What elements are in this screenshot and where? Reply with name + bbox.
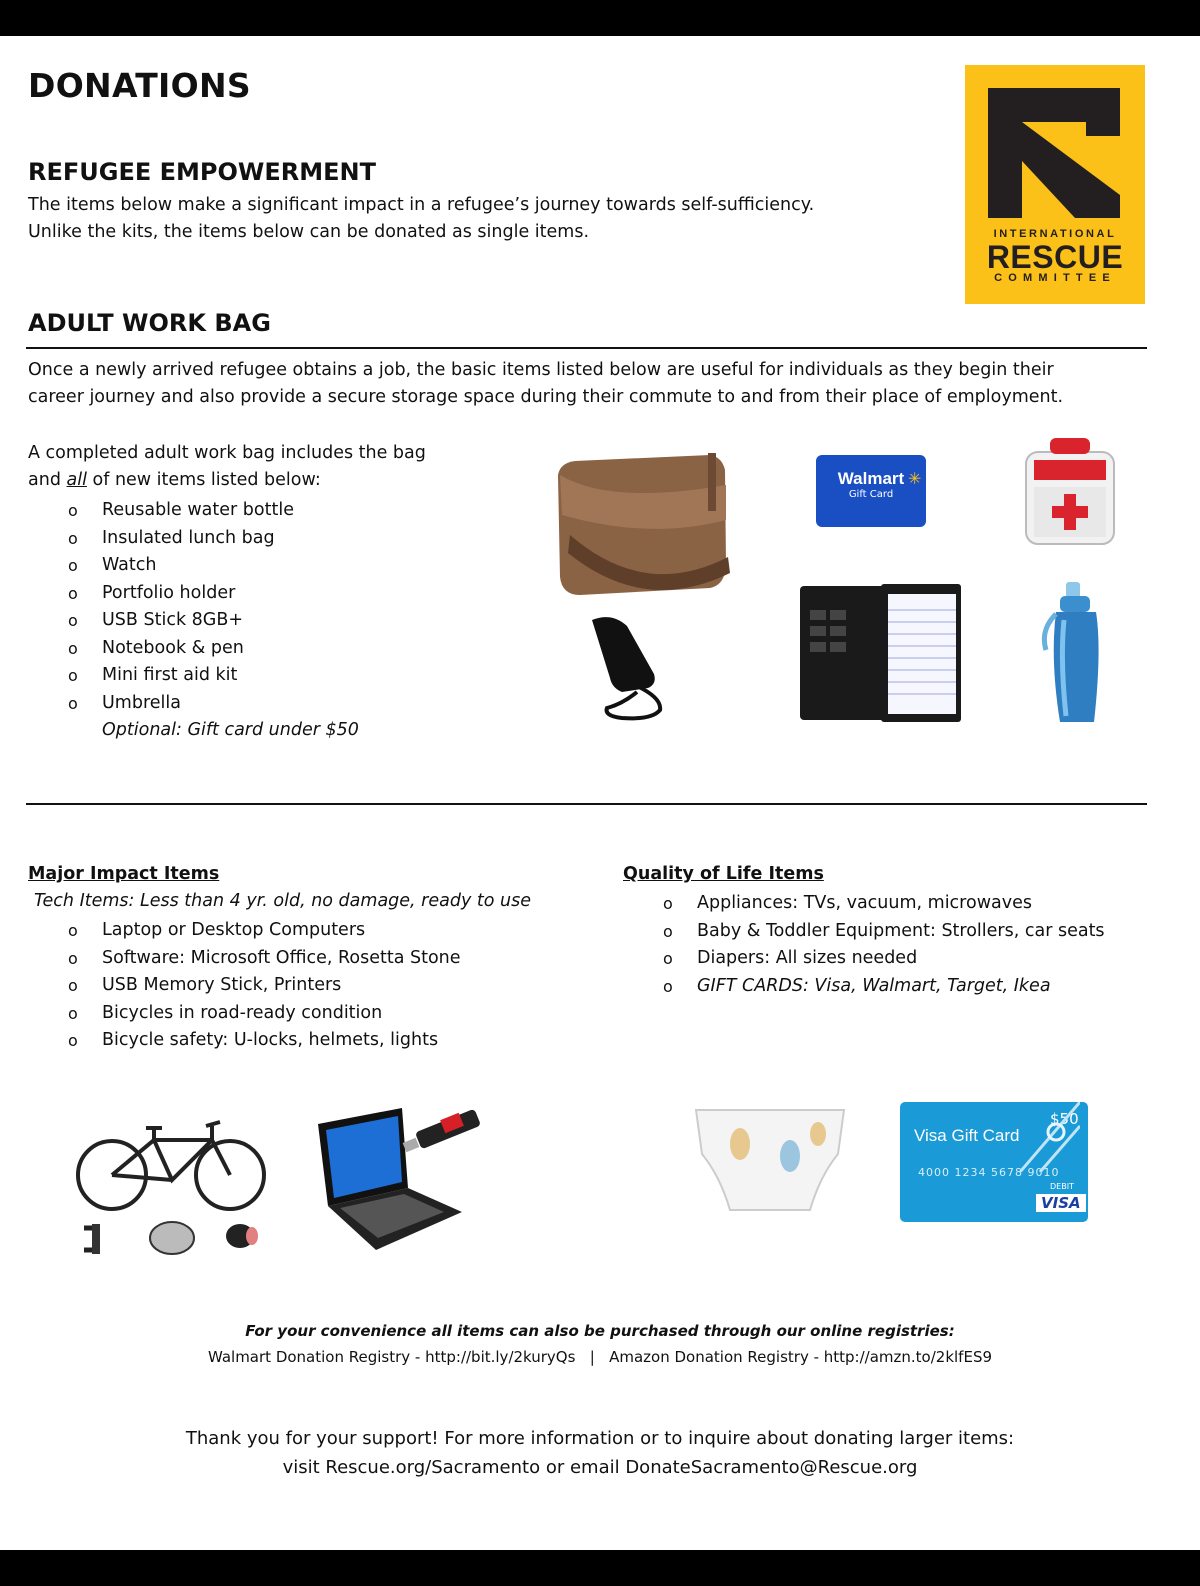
bullet-icon: o [68,948,78,968]
list-item-label: Watch [102,555,157,575]
intro-text-c: of new items listed below: [86,470,321,490]
bullet-icon: o [68,528,78,548]
bullet-icon: o [68,638,78,658]
list-item [28,1027,588,1055]
walmart-gift-card [816,455,926,527]
optional-gift-card-note: Optional: Gift card under $50 [102,720,359,740]
major-impact-heading: Major Impact Items [28,864,220,884]
bullet-icon: o [68,611,78,630]
visa-card-debit: DEBIT [1050,1182,1074,1191]
list-item-label: Appliances: TVs, vacuum, microwaves [697,893,1032,913]
thank-you-line-1: Thank you for your support! For more information or to inquire about donating larger items: [185,1428,1015,1449]
logo-text-rescue: RESCUE [986,239,1124,275]
list-item-label: GIFT CARDS: Visa, Walmart, Target, Ikea [697,975,1051,996]
list-item-label: Baby & Toddler Equipment: Strollers, car seats [697,920,1105,941]
bullet-icon: o [68,976,78,995]
bullet-icon: o [68,556,78,575]
bullet-icon: o [663,949,673,968]
bicycle-icon [72,1100,272,1260]
irc-logo [965,65,1145,304]
work-bag-para-line-2: career journey and also provide a secure storage space during their commute to and from their place of employment. [28,387,1064,407]
logo-text-committee: COMMITTEE [994,272,1116,284]
list-item [28,917,588,945]
work-bag-intro-line-1: A completed adult work bag includes the bag [28,443,426,463]
bullet-icon: o [663,894,673,913]
top-border [0,0,1200,36]
walmart-card-brand: Walmart [837,469,905,488]
work-bag-intro [28,440,508,494]
list-item-label: Bicycle safety: U-locks, helmets, lights [102,1030,439,1050]
quality-of-life-items [623,890,1183,1000]
list-item-label: Software: Microsoft Office, Rosetta Stone [102,947,461,968]
quality-of-life-heading: Quality of Life Items [623,864,824,884]
list-item-label: Notebook & pen [102,637,244,658]
list-item-label: Insulated lunch bag [102,527,275,548]
messenger-bag-icon [550,445,740,605]
list-item [28,1000,588,1028]
registry-note: For your convenience all items can also be purchased through our online registries: [245,1322,955,1340]
diaper-icon [690,1104,850,1214]
bullet-icon: o [68,583,78,603]
work-bag-para-line-1: Once a newly arrived refugee obtains a job, the basic items listed below are useful for individuals as they begin their [28,360,1054,380]
thank-you-line-2[interactable]: visit Rescue.org/Sacramento or email DonateSacramento@Rescue.org [282,1457,918,1478]
visa-card-brand: VISA [1036,1194,1086,1212]
list-item-label: Mini first aid kit [102,665,238,685]
empowerment-line-2: Unlike the kits, the items below can be donated as single items. [28,222,590,242]
umbrella-icon [582,612,672,722]
bullet-icon: o [68,693,78,713]
list-item [28,525,294,553]
irc-logo-mark-icon [965,65,1145,225]
registry-links[interactable]: Walmart Donation Registry - http://bit.ly/2kuryQs | Amazon Donation Registry - http://amzn.to/2klfES9 [207,1348,993,1366]
list-item-label: Laptop or Desktop Computers [102,920,366,940]
bullet-icon: o [68,666,78,685]
work-bag-intro-line-2 [28,467,508,494]
list-item-label: Portfolio holder [102,582,236,603]
list-item [28,972,588,1000]
logo-text-international: INTERNATIONAL [993,228,1117,240]
list-item [28,552,294,580]
visa-card-title: Visa Gift Card [914,1126,1020,1145]
list-item [28,580,294,608]
list-item-label: USB Memory Stick, Printers [102,975,342,995]
visa-gift-card [900,1102,1088,1222]
list-item [28,607,294,635]
walmart-spark-icon: ✳ [908,469,922,488]
work-bag-heading: ADULT WORK BAG [28,309,271,337]
ribbon-bow-icon [1020,1102,1080,1172]
divider-middle [26,803,1147,805]
bullet-icon: o [68,1003,78,1023]
divider-top [26,347,1147,349]
bullet-icon: o [68,501,78,520]
list-item [623,945,1183,973]
bullet-icon: o [663,921,673,941]
bottom-border [0,1550,1200,1586]
tech-items-note: Tech Items: Less than 4 yr. old, no damage, ready to use [34,891,531,911]
list-item-label: USB Stick 8GB+ [102,610,243,630]
bullet-icon: o [68,1031,78,1050]
intro-emphasis-all: all [66,470,87,490]
visa-card-amount: $50 [1050,1110,1079,1128]
walmart-card-sub: Gift Card [848,489,894,500]
list-item-label: Reusable water bottle [102,500,294,520]
list-item [28,635,294,663]
list-item [28,690,294,718]
list-item [28,497,294,525]
intro-text-a: and [28,470,67,490]
list-item [28,662,294,690]
list-item-label: Diapers: All sizes needed [697,948,918,968]
list-item-label: Bicycles in road-ready condition [102,1002,383,1023]
bullet-icon: o [68,921,78,940]
list-item-label: Umbrella [102,692,181,713]
water-bottle-icon [1040,580,1110,730]
list-item [623,890,1183,918]
list-item [623,973,1183,1001]
list-item [28,945,588,973]
portfolio-holder-icon [796,580,966,725]
list-item [623,918,1183,946]
visa-card-number: 4000 1234 5678 9010 [918,1166,1060,1179]
bullet-icon: o [663,976,673,996]
work-bag-description [28,357,1063,411]
empowerment-text [28,192,814,246]
first-aid-kit-icon [1020,432,1120,550]
work-bag-items [28,497,294,717]
page-title: DONATIONS [28,66,251,105]
major-impact-items [28,917,588,1055]
empowerment-line-1: The items below make a significant impact in a refugee’s journey towards self-sufficiency. [28,195,815,215]
empowerment-heading: REFUGEE EMPOWERMENT [28,158,376,186]
laptop-and-usb-icon [312,1102,492,1252]
